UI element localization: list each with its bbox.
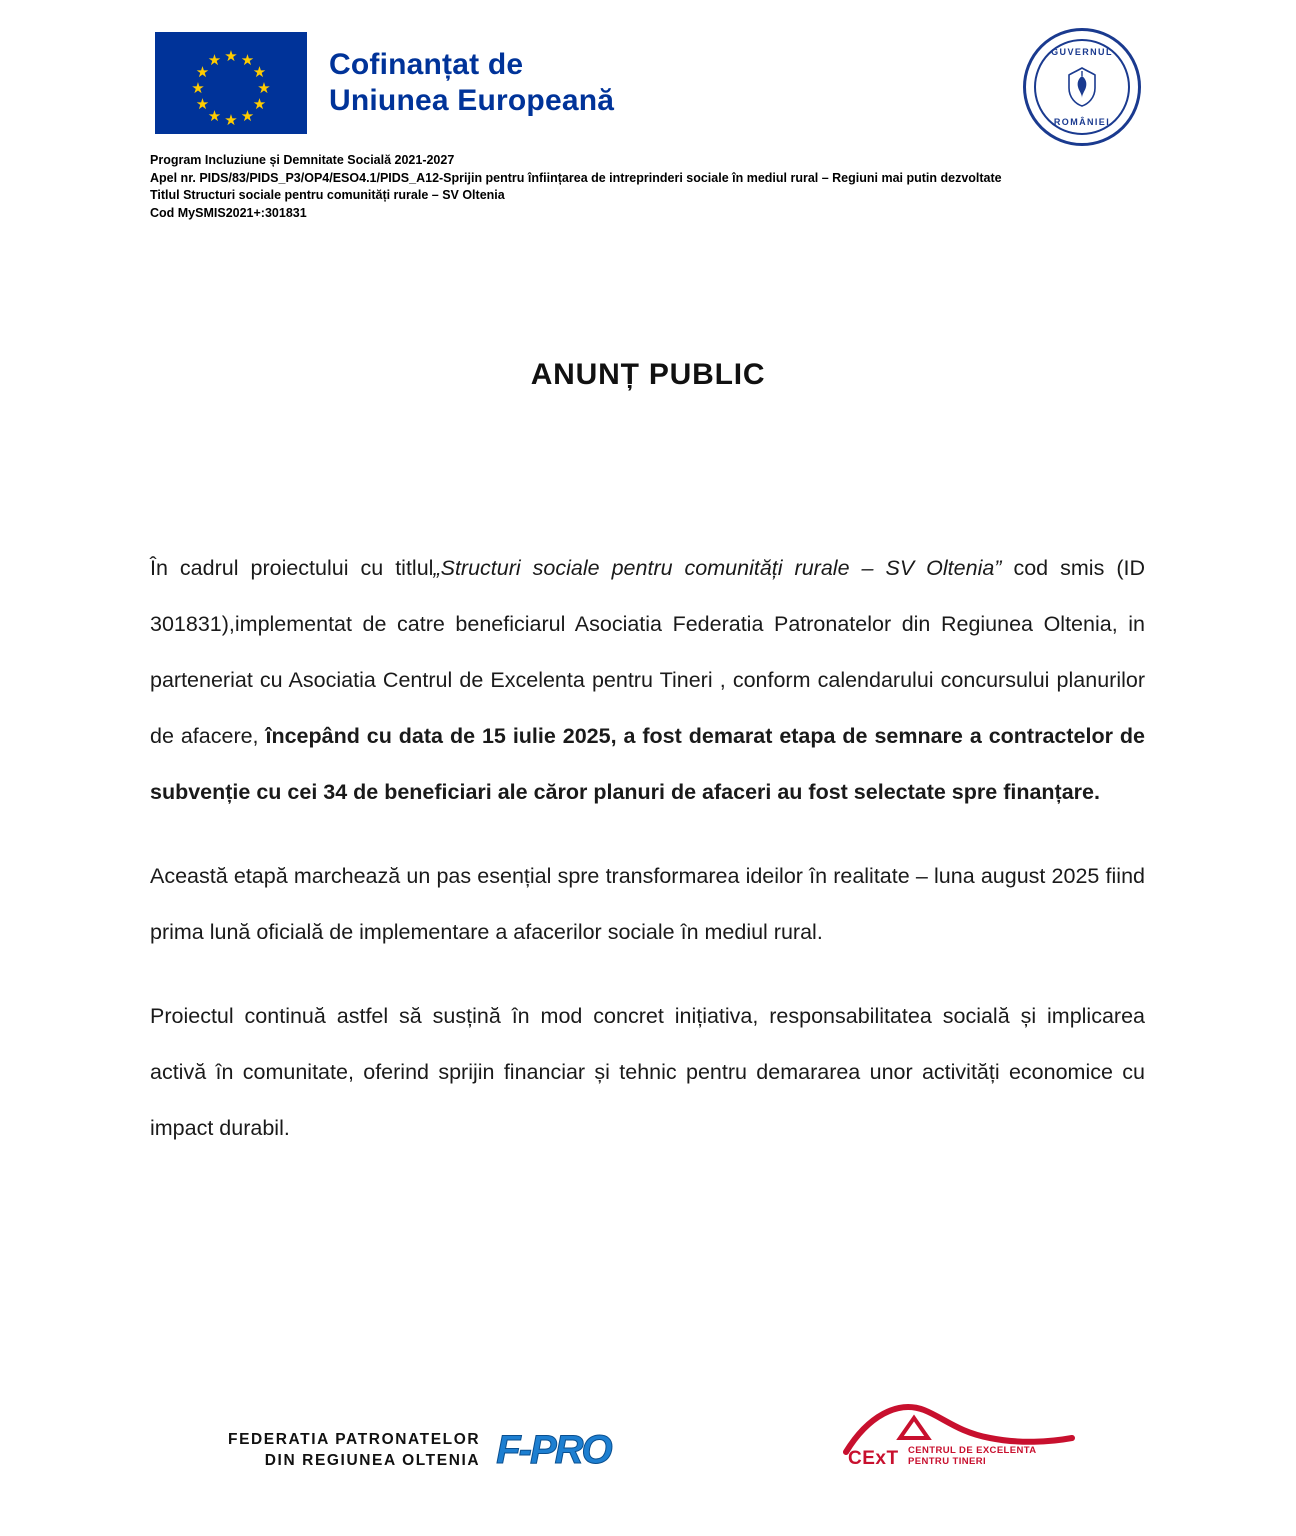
paragraph-1-mid: cod smis (ID 301831),implementat de catre beneficiarul Asociatia Federatia Patronatelor din Regiunea Oltenia, in parteneriat cu Asociatia Centrul de Excelenta pentru Tineri , conform calendarului concursului planurilor de afacere, [150, 556, 1145, 748]
gov-logo-top-text: GUVERNUL [1051, 47, 1113, 57]
document-footer [0, 1384, 1296, 1494]
fpro-line1: FEDERATIA PATRONATELOR [228, 1431, 481, 1448]
cext-subtitle-text: CENTRUL DE EXCELENTA PENTRU TINERI [908, 1445, 1037, 1467]
gov-logo-bottom-text: ROMÂNIEI [1053, 117, 1111, 127]
document-body [150, 540, 1145, 1156]
eu-flag-icon: ★ ★ ★ ★ ★ ★ ★ ★ ★ ★ ★ ★ [155, 32, 307, 134]
page-title: ANUNȚ PUBLIC [530, 358, 766, 391]
cext-name-text: CExT [848, 1448, 899, 1469]
paragraph-3: Proiectul continuă astfel să susțină în mod concret inițiativa, responsabilitatea socială și implicarea activă în comunitate, oferind sprijin financiar și tehnic pentru demararea unor activități economice cu impact durabil. [150, 1004, 1145, 1140]
fpro-wordmark-icon: F-PRO [496, 1428, 611, 1472]
romanian-coat-of-arms-icon [1065, 66, 1099, 108]
meta-cod: Cod MySMIS2021+:301831 [150, 205, 307, 220]
eu-logo-text [329, 47, 614, 119]
meta-titlu: Titlul Structuri sociale pentru comunități rurale – SV Oltenia [150, 188, 505, 202]
paragraph-1-lead: În cadrul proiectului cu titlul [150, 556, 434, 580]
fpro-line2: DIN REGIUNEA OLTENIA [264, 1452, 481, 1469]
gov-logo-inner-ring [1034, 39, 1130, 135]
meta-program: Program Incluziune și Demnitate Socială 2021-2027 [150, 153, 455, 167]
eu-logo-line1: Cofinanțat de [329, 48, 524, 81]
government-of-romania-logo [1023, 28, 1141, 146]
fpro-logo [228, 1428, 611, 1472]
fpro-logo-text [228, 1429, 480, 1471]
paragraph-1-project-title: „Structuri sociale pentru comunități rurale – SV Oltenia” [433, 556, 1002, 580]
paragraph-1-emphasis: începând cu data de 15 iulie 2025, a fost demarat etapa de semnare a contractelor de subvenție cu cei 34 de beneficiari ale căror planuri de afaceri au fost selectate spre finanțare. [150, 724, 1145, 804]
document-header [0, 0, 1296, 250]
eu-cofinancing-logo [155, 32, 614, 134]
paragraph-1 [150, 540, 1145, 820]
cext-logo [840, 1398, 1080, 1470]
eu-logo-line2: Uniunea Europeană [329, 84, 615, 117]
project-metadata-block [150, 152, 1130, 222]
meta-apel: Apel nr. PIDS/83/PIDS_P3/OP4/ESO4.1/PIDS_A12-Sprijin pentru înființarea de intreprinderi sociale în mediul rural – Regiuni mai putin dezvoltate [150, 170, 1002, 185]
paragraph-2: Această etapă marchează un pas esențial spre transformarea ideilor în realitate – luna august 2025 fiind prima lună oficială de implementare a afacerilor sociale în mediul rural. [150, 864, 1145, 944]
